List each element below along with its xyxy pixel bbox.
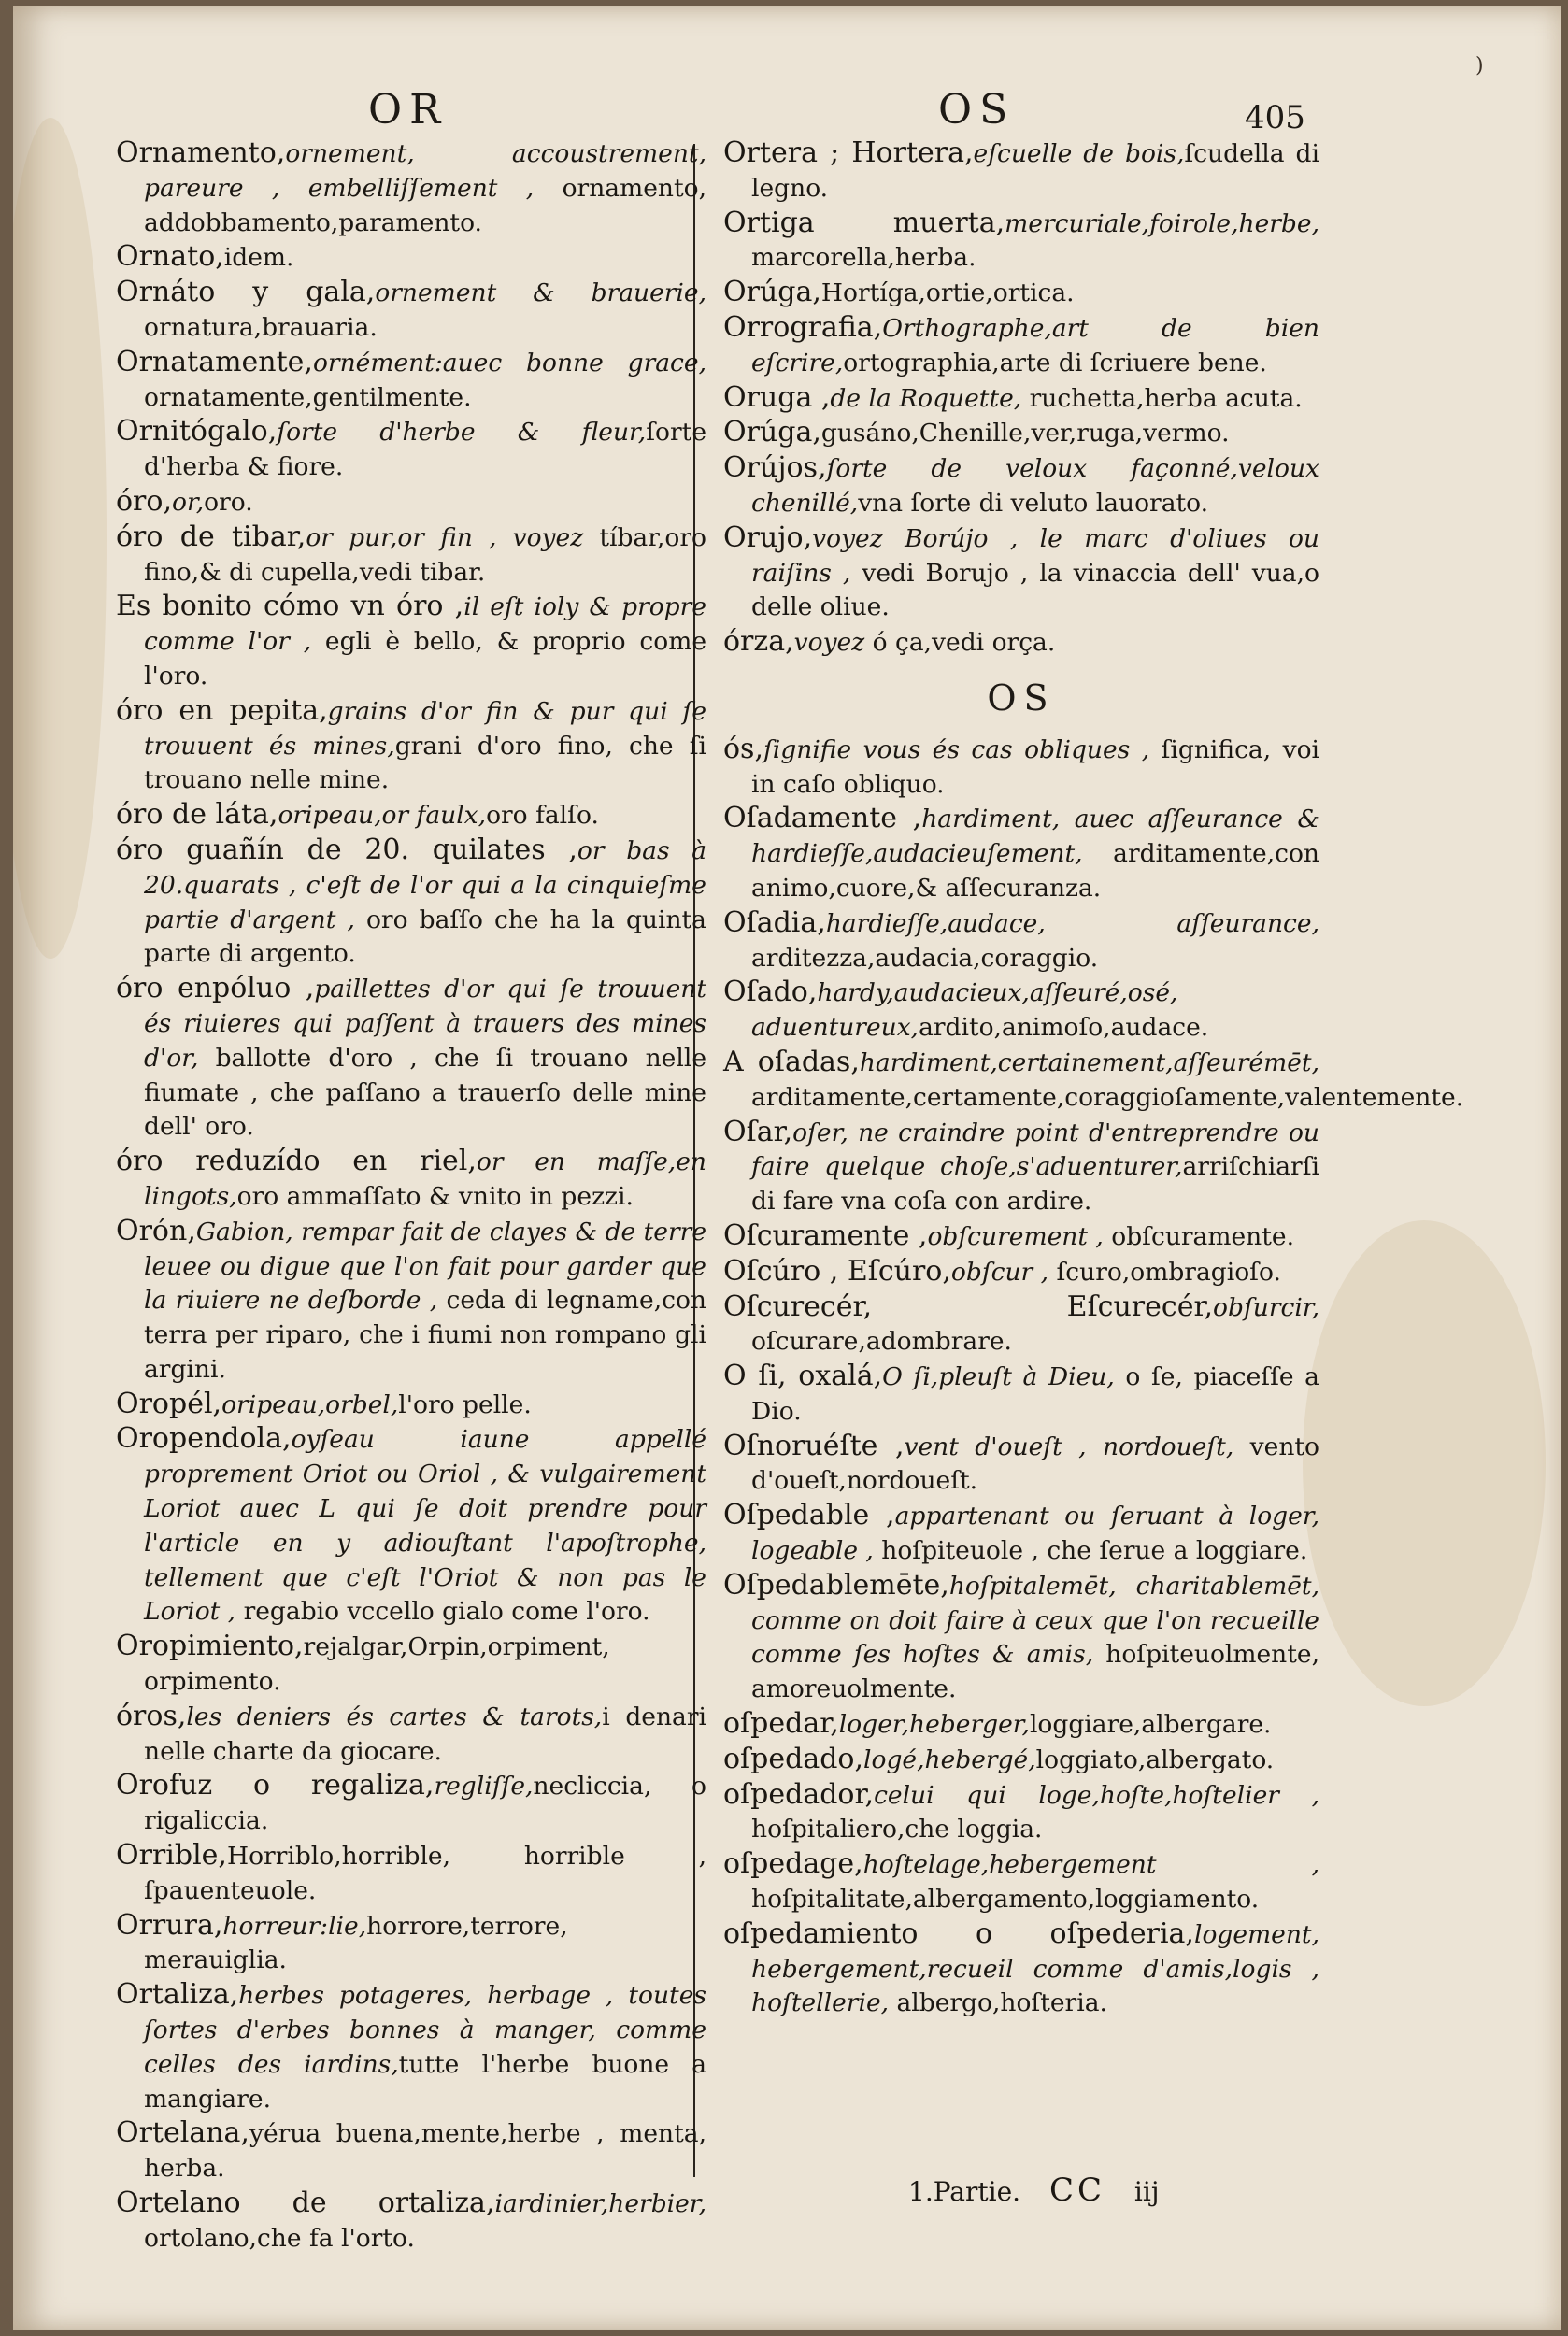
entry-italian-gloss: l'oro pelle. <box>398 1389 532 1419</box>
entry-french-gloss: regliſſe, <box>434 1772 534 1802</box>
entry-italian-gloss: ruchetta,herba acuta. <box>1021 383 1303 413</box>
entry-headword: Ornáto y gala, <box>116 276 376 309</box>
dictionary-entry <box>116 1700 706 1770</box>
entry-headword: Ortiga muerta, <box>723 206 1005 239</box>
entry-italian-gloss: ballotte d'oro , che ſi trouano nelle fiumate , che paſſano a trauerſo delle mine dell' oro. <box>144 1043 706 1142</box>
entry-italian-gloss: obſcuramente. <box>1103 1221 1294 1251</box>
entry-headword: Oſado, <box>723 976 818 1009</box>
entry-french-gloss: voyez <box>793 628 865 658</box>
entry-headword: Orrura, <box>116 1908 223 1942</box>
dictionary-entry <box>116 520 706 591</box>
entry-french-gloss: les deniers és cartes & tarots, <box>186 1702 603 1731</box>
entry-italian-gloss: hoſpiteuolmente, amoreuolmente. <box>751 1640 1320 1704</box>
entry-headword: oſpedado, <box>723 1742 864 1775</box>
entry-headword: Oruga , <box>723 380 831 414</box>
entry-headword: A oſadas, <box>723 1045 860 1078</box>
entry-italian-gloss: ſorte d'herba & fiore. <box>144 418 706 482</box>
dictionary-entry <box>116 1422 706 1630</box>
entry-french-gloss: hardy,audacieux,aſſeuré,osé, aduentureux, <box>751 978 1178 1043</box>
running-head-left: OR <box>368 86 449 134</box>
entry-headword: oſpedar, <box>723 1707 839 1741</box>
entry-french-gloss: ornement, accoustrement, pareure , embelliſſement , <box>144 139 706 203</box>
dictionary-entry <box>116 276 706 346</box>
entry-french-gloss: eſcuelle de bois, <box>973 139 1185 168</box>
entry-french-gloss: obſcurement , <box>927 1221 1104 1251</box>
right-column-or-section <box>723 136 1319 661</box>
dictionary-entry <box>116 1769 706 1839</box>
entry-italian-gloss: hoſpiteuole , che ſerue a loggiare. <box>873 1536 1308 1566</box>
entry-french-gloss: oripeau,or faulx, <box>278 801 487 831</box>
entry-headword: óro en pepita, <box>116 693 328 727</box>
entry-italian-gloss: ortolano,che fa l'orto. <box>144 2223 415 2253</box>
entry-italian-gloss: Hortíga,ortie,ortica. <box>820 278 1075 308</box>
dictionary-entry <box>723 1847 1319 1917</box>
entry-italian-gloss: yérua buena,mente,herbe , menta, herba. <box>144 2119 706 2184</box>
entry-headword: óro reduzído en riel, <box>116 1145 477 1178</box>
entry-headword: óro, <box>116 484 172 518</box>
page-footer <box>908 2172 1160 2209</box>
dictionary-entry <box>116 136 706 240</box>
entry-italian-gloss: regabio vccello gialo come l'oro. <box>235 1597 650 1627</box>
dictionary-entry <box>723 1116 1319 1219</box>
entry-headword: Oſadia, <box>723 905 826 939</box>
entry-headword: ós, <box>723 732 763 765</box>
entry-headword: oſpedador, <box>723 1777 875 1811</box>
entry-italian-gloss: oro ammaſſato & vnito in pezzi. <box>236 1181 634 1211</box>
entry-french-gloss: de la Roquette, <box>830 383 1022 413</box>
entry-headword: Oropél, <box>116 1387 222 1420</box>
entry-french-gloss: appartenant ou ſeruant à loger, logeable , <box>751 1502 1319 1566</box>
dictionary-entry <box>723 1917 1319 2021</box>
right-column <box>723 136 1464 2021</box>
entry-headword: óros, <box>116 1699 187 1732</box>
footer-part: 1.Partie. <box>908 2176 1021 2207</box>
entry-french-gloss: voyez Borújo , le marc d'oliues ou raiſins , <box>751 523 1319 588</box>
entry-french-gloss: ſorte de veloux façonné,veloux chenillé, <box>751 454 1319 518</box>
dictionary-entry <box>116 415 706 485</box>
dictionary-entry <box>116 2186 706 2257</box>
entry-headword: Ornamento, <box>116 136 286 169</box>
entry-french-gloss: or, <box>172 487 205 517</box>
entry-headword: Oſpedablemēte, <box>723 1568 949 1602</box>
entry-headword: Ortelana, <box>116 2116 249 2150</box>
entry-headword: Orrible, <box>116 1839 227 1873</box>
entry-french-gloss: or en maſſe,en lingots, <box>144 1147 706 1211</box>
entry-italian-gloss: arditamente,certamente,coraggioſamente,valentemente. <box>751 1082 1464 1112</box>
entry-italian-gloss: loggiare,albergare. <box>1029 1710 1272 1740</box>
entry-french-gloss: hardiment, auec aſſeurance & hardieſſe,audacieuſement, <box>751 805 1320 869</box>
entry-italian-gloss: tutte l'herbe buone a mangiare. <box>144 2049 707 2114</box>
entry-french-gloss: oyſeau iaune appellé proprement Oriot ou Oriol , & vulgairement Loriot auec L qui ſe doit prendre pour l'article en y adiouſtant l'apoſtrophe, tellement que c'eſt l'Oriot & non pas le Loriot , <box>144 1425 706 1627</box>
entry-french-gloss: loger,heberger, <box>838 1710 1030 1740</box>
entry-italian-gloss: i denari nelle charte da giocare. <box>144 1702 706 1766</box>
entry-headword: Oſcurecér, Eſcurecér, <box>723 1289 1214 1323</box>
entry-italian-gloss: gusáno,Chenille,ver,ruga,vermo. <box>820 419 1230 449</box>
dictionary-entry <box>116 590 706 693</box>
entry-headword: Oſnoruéſte , <box>723 1429 905 1462</box>
entry-headword: Ornato, <box>116 240 224 274</box>
dictionary-entry <box>723 1219 1319 1255</box>
entry-headword: Ortaliza, <box>116 1978 239 2012</box>
dictionary-entry <box>723 1707 1319 1743</box>
entry-headword: Orujo, <box>723 520 813 554</box>
dictionary-entry <box>723 451 1319 521</box>
dictionary-entry <box>723 976 1319 1046</box>
entry-italian-gloss: hoſpitaliero,che loggia. <box>751 1815 1043 1845</box>
entry-french-gloss: ſorte d'herbe & fleur, <box>277 418 647 448</box>
entry-headword: Oſcuramente , <box>723 1218 928 1252</box>
entry-headword: óro enpóluo , <box>116 972 315 1005</box>
dictionary-entry <box>723 1778 1319 1848</box>
entry-headword: oſpedage, <box>723 1847 863 1881</box>
entry-headword: Oſadamente , <box>723 802 922 835</box>
entry-french-gloss: or bas à 20.quarats , c'eſt de l'or qui a la cinquieſme partie d'argent , <box>144 835 706 934</box>
dictionary-entry <box>723 802 1319 905</box>
entry-italian-gloss: ornatura,brauaria. <box>144 312 378 342</box>
entry-french-gloss: oſer, ne craindre point d'entreprendre ou faire quelque choſe,s'aduenturer, <box>751 1118 1319 1182</box>
entry-french-gloss: Gabion, rempar fait de clayes & de terre leuee ou digue que l'on fait pour garder que la riuiere ne deſborde , <box>144 1217 706 1316</box>
paper-stain <box>13 118 107 959</box>
dictionary-entry <box>116 485 706 520</box>
dictionary-entry <box>116 240 706 276</box>
dictionary-entry <box>723 1499 1319 1569</box>
entry-french-gloss: ſignifie vous és cas obliques , <box>763 734 1150 764</box>
entry-italian-gloss: idem. <box>223 243 294 273</box>
entry-french-gloss: logement, hebergement,recueil comme d'amis,logis , hoſtellerie, <box>751 1919 1319 2018</box>
dictionary-entry <box>723 625 1319 661</box>
dictionary-entry <box>116 1630 706 1700</box>
entry-french-gloss: obſcur , <box>950 1257 1049 1287</box>
dictionary-entry <box>116 972 706 1145</box>
entry-headword: Orújos, <box>723 451 827 485</box>
entry-italian-gloss: arriſchiarſi di fare vna coſa con ardire. <box>751 1152 1319 1217</box>
entry-french-gloss: paillettes d'or qui ſe trouuent és riuieres qui paſſent à trauers des mines d'or, <box>144 975 707 1073</box>
entry-italian-gloss: ceda di legname,con terra per riparo, che i fiumi non rompano gli argini. <box>144 1286 706 1384</box>
dictionary-entry <box>116 833 706 972</box>
entry-italian-gloss: ſignifica, voi in caſo obliquo. <box>751 734 1320 799</box>
entry-italian-gloss: albergo,hoſteria. <box>889 1988 1107 2018</box>
entry-french-gloss: O ſi,pleuſt à Dieu, <box>882 1362 1115 1392</box>
entry-italian-gloss: loggiato,albergato. <box>1035 1745 1275 1774</box>
dictionary-entry <box>723 1255 1319 1290</box>
entry-headword: óro de láta, <box>116 798 278 832</box>
dictionary-entry <box>116 1215 706 1388</box>
entry-italian-gloss: ardito,animoſo,audace. <box>919 1013 1209 1043</box>
entry-italian-gloss: ó ça,vedi orça. <box>864 628 1056 658</box>
dictionary-entry <box>723 381 1319 417</box>
dictionary-entry <box>723 1569 1319 1707</box>
left-column <box>116 136 706 2257</box>
entry-headword: Orúga, <box>723 276 821 309</box>
dictionary-entry <box>723 1045 1464 1116</box>
dictionary-entry <box>116 694 706 798</box>
dictionary-entry <box>723 906 1319 976</box>
signature-number: iij <box>1133 2176 1160 2207</box>
entry-italian-gloss: ornamento, addobbamento,paramento. <box>144 173 706 237</box>
entry-italian-gloss: vento d'oueſt,nordoueſt. <box>751 1432 1320 1496</box>
entry-italian-gloss: ſcudella di legno. <box>751 139 1320 203</box>
dictionary-entry <box>723 311 1319 381</box>
dictionary-entry <box>723 276 1319 311</box>
entry-headword: O ſi, oxalá, <box>723 1360 883 1393</box>
entry-headword: Ornitógalo, <box>116 415 278 449</box>
entry-italian-gloss: vna ſorte di veluto lauorato. <box>858 488 1209 518</box>
running-head-right: OS <box>938 86 1016 134</box>
entry-italian-gloss: ortographia,arte di ſcriuere bene. <box>843 348 1267 377</box>
entry-french-gloss: vent d'oueſt , nordoueſt, <box>904 1432 1234 1461</box>
entry-headword: Oſcúro , Eſcúro, <box>723 1254 951 1288</box>
entry-french-gloss: horreur:lie, <box>222 1911 367 1941</box>
entry-italian-gloss: egli è bello, & proprio come l'oro. <box>144 627 707 691</box>
entry-french-gloss: hoſpitalemēt, charitablemēt, comme on doit faire à ceux que l'on recueille comme ſes hoſtes & amis, <box>751 1571 1319 1670</box>
dictionary-entry <box>116 1909 706 1979</box>
entry-headword: Oſar, <box>723 1115 793 1148</box>
entry-italian-gloss: vedi Borujo , la vinaccia dell' vua,o delle oliue. <box>751 558 1319 622</box>
entry-french-gloss: ornément:auec bonne grace, <box>312 348 706 377</box>
dictionary-entry <box>116 1839 706 1909</box>
entry-headword: óro guañín de 20. quilates , <box>116 833 577 866</box>
entry-headword: órza, <box>723 625 794 659</box>
dictionary-entry <box>723 207 1319 277</box>
dictionary-entry <box>723 733 1319 803</box>
dictionary-entry <box>723 136 1319 207</box>
entry-french-gloss: hardiment,certainement,aſſeurémēt, <box>859 1047 1319 1077</box>
entry-italian-gloss: horrore,terrore, merauiglia. <box>144 1911 568 1975</box>
entry-italian-gloss: arditamente,con animo,cuore,& aſſecuranza. <box>751 839 1319 903</box>
entry-italian-gloss: hoſpitalitate,albergamento,loggiamento. <box>751 1885 1260 1915</box>
entry-french-gloss: celui qui loge,hoſte,hoſtelier , <box>874 1780 1319 1810</box>
paper-stain <box>1303 1220 1546 1706</box>
entry-headword: Oſpedable , <box>723 1499 895 1532</box>
entry-french-gloss: logé,hebergé, <box>863 1745 1036 1774</box>
entry-french-gloss: or pur,or fin , voyez <box>306 522 584 552</box>
entry-headword: Orúga, <box>723 416 821 449</box>
dictionary-entry <box>723 1360 1319 1430</box>
dictionary-entry <box>723 1290 1319 1360</box>
entry-italian-gloss: oro baſſo che ha la quinta parte di argento. <box>144 904 706 969</box>
right-column-os-section <box>723 732 1464 2021</box>
entry-italian-gloss: o ſe, piaceſſe a Dio. <box>751 1362 1319 1426</box>
entry-french-gloss: herbes potageres, herbage , toutes ſortes d'erbes bonnes à manger, comme celles des iardins, <box>144 1981 706 2079</box>
entry-italian-gloss: ornatamente,gentilmente. <box>144 382 472 412</box>
section-heading-os: OS <box>987 677 1056 719</box>
entry-headword: Orofuz o regaliza, <box>116 1769 435 1802</box>
entry-italian-gloss: oro falſo. <box>486 801 599 831</box>
entry-headword: Ortelano de ortaliza, <box>116 2186 495 2220</box>
entry-headword: Oropimiento, <box>116 1630 304 1663</box>
entry-italian-gloss: oſcurare,adombrare. <box>751 1327 1012 1357</box>
dictionary-entry <box>723 521 1319 625</box>
book-page <box>13 6 1561 2330</box>
dictionary-entry <box>116 1388 706 1423</box>
entry-french-gloss: grains d'or fin & pur qui ſe trouuent és mines, <box>144 696 706 761</box>
entry-headword: Ortera ; Hortera, <box>723 136 974 169</box>
entry-french-gloss: Orthographe,art de bien eſcrire, <box>751 313 1319 377</box>
entry-headword: óro de tibar, <box>116 520 306 553</box>
entry-french-gloss: mercuriale,foirole,herbe, <box>1005 208 1319 238</box>
entry-french-gloss: oripeau,orbel, <box>221 1389 399 1419</box>
entry-headword: oſpedamiento o oſpederia, <box>723 1916 1194 1950</box>
entry-italian-gloss: necliccia, o rigaliccia. <box>144 1772 706 1836</box>
dictionary-entry <box>116 1978 706 2116</box>
dictionary-entry <box>723 1743 1319 1778</box>
entry-headword: Orrografia, <box>723 310 883 344</box>
entry-headword: Oropendola, <box>116 1422 292 1456</box>
entry-italian-gloss: marcorella,herba. <box>751 243 976 273</box>
dictionary-entry <box>116 798 706 833</box>
entry-italian-gloss: rejalgar,Orpin,orpiment, orpimento. <box>144 1632 610 1697</box>
margin-mark: ) <box>1475 54 1484 78</box>
dictionary-entry <box>116 2116 706 2186</box>
entry-italian-gloss: grani d'oro fino, che ſi trouano nelle mine. <box>144 731 706 795</box>
page-number: 405 <box>1245 99 1305 136</box>
dictionary-entry <box>116 1145 706 1215</box>
entry-french-gloss: il eſt ioly & propre comme l'or , <box>144 592 706 657</box>
entry-french-gloss: ornement & brauerie, <box>375 278 706 308</box>
entry-italian-gloss: oro. <box>204 487 253 517</box>
entry-italian-gloss: arditezza,audacia,coraggio. <box>751 943 1099 973</box>
entry-headword: Orón, <box>116 1214 196 1247</box>
entry-french-gloss: hardieſſe,audace, aſſeurance, <box>825 908 1319 938</box>
signature-mark: CC <box>1048 2172 1105 2209</box>
entry-italian-gloss: tíbar,oro fino,& di cupella,vedi tibar. <box>144 522 706 587</box>
entry-french-gloss: iardinier,herbier, <box>494 2189 706 2219</box>
entry-italian-gloss: Horriblo,horrible, horrible , ſpauenteuole. <box>144 1842 706 1905</box>
entry-french-gloss: hoſtelage,hebergement , <box>862 1850 1319 1880</box>
entry-headword: Ornatamente, <box>116 345 313 378</box>
dictionary-entry <box>116 346 706 416</box>
entry-headword: Es bonito cómo vn óro , <box>116 590 464 623</box>
entry-french-gloss: obſurcir, <box>1213 1292 1319 1322</box>
dictionary-entry <box>723 1430 1319 1500</box>
dictionary-entry <box>723 416 1319 451</box>
entry-italian-gloss: ſcuro,ombragioſo. <box>1048 1257 1281 1287</box>
